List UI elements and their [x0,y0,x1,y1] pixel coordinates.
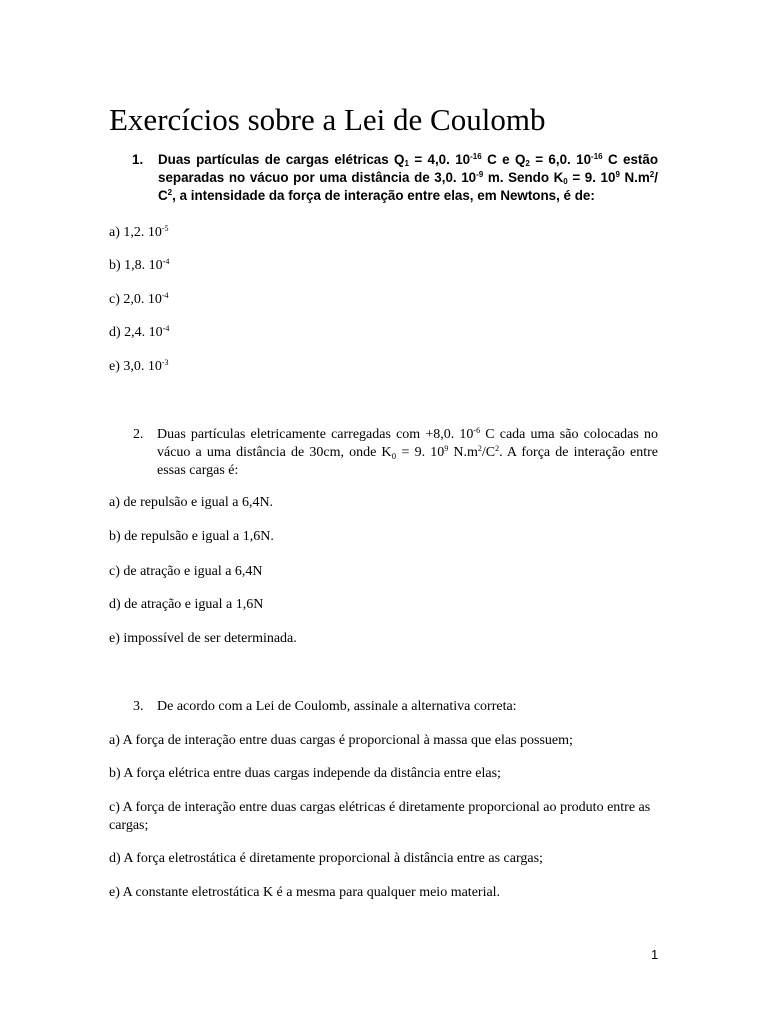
question-2-option-d: d) de atração e igual a 1,6N [109,597,264,612]
question-3-option-a: a) A força de interação entre duas cargas é proporcional à massa que elas possuem; [109,733,573,748]
question-2-option-b: b) de repulsão e igual a 1,6N. [109,529,274,544]
question-2-option-c: c) de atração e igual a 6,4N [109,564,263,579]
question-3-number: 3. [133,699,144,714]
question-3-text: De acordo com a Lei de Coulomb, assinale a alternativa correta: [157,699,517,714]
question-1-text: Duas partículas de cargas elétricas $Q_1 = 4,0$. $10^{-16}$ C e $Q_2 = 6,0$. $10^{-16}$ C estão separadas no vácuo por uma distância de 3,0. $10^{-9}$ m. Sendo $K_0 = 9$. $10^9$ $N.m^2/$ $C^2$, a intensidade da força de interação entre elas, em Newtons, é de: [158,152,659,203]
question-3-option-c: c) A força de interação entre duas cargas elétricas é diretamente proporcional ao produto entre as cargas; [109,800,651,833]
question-2-option-a: a) de repulsão e igual a 6,4N. [109,495,274,510]
question-3-option-e: e) A constante eletrostática K é a mesma para qualquer meio material. [109,885,501,900]
question-2-option-e: e) impossível de ser determinada. [109,631,297,646]
question-1-option-d: d) 2,4. $10^{-4}$ [109,324,170,340]
page-title: Exercícios sobre a Lei de Coulomb [109,102,546,137]
question-1-option-c: c) 2,0. $10^{-4}$ [109,291,169,307]
page-number: 1 [651,947,659,962]
question-3-option-d: d) A força eletrostática é diretamente proporcional à distância entre as cargas; [109,851,543,866]
question-1-number: 1. [132,152,144,167]
question-1-option-a: a) 1,2. $10^{-5}$ [109,224,169,240]
question-2-number: 2. [133,427,144,442]
question-2-text: Duas partículas eletricamente carregadas com +8,0. $10^{-6}$ C cada uma são colocadas no vácuo a uma distância de 30cm, onde K₀ = 9. $10^9$ $N.m^2/C^2$. A força de interação entre essas cargas é: [157,426,659,478]
question-1-option-e: e) 3,0. $10^{-3}$ [109,358,169,374]
question-1-option-b: b) 1,8. $10^{-4}$ [109,257,170,273]
question-3-option-b: b) A força elétrica entre duas cargas independe da distância entre elas; [109,766,501,781]
